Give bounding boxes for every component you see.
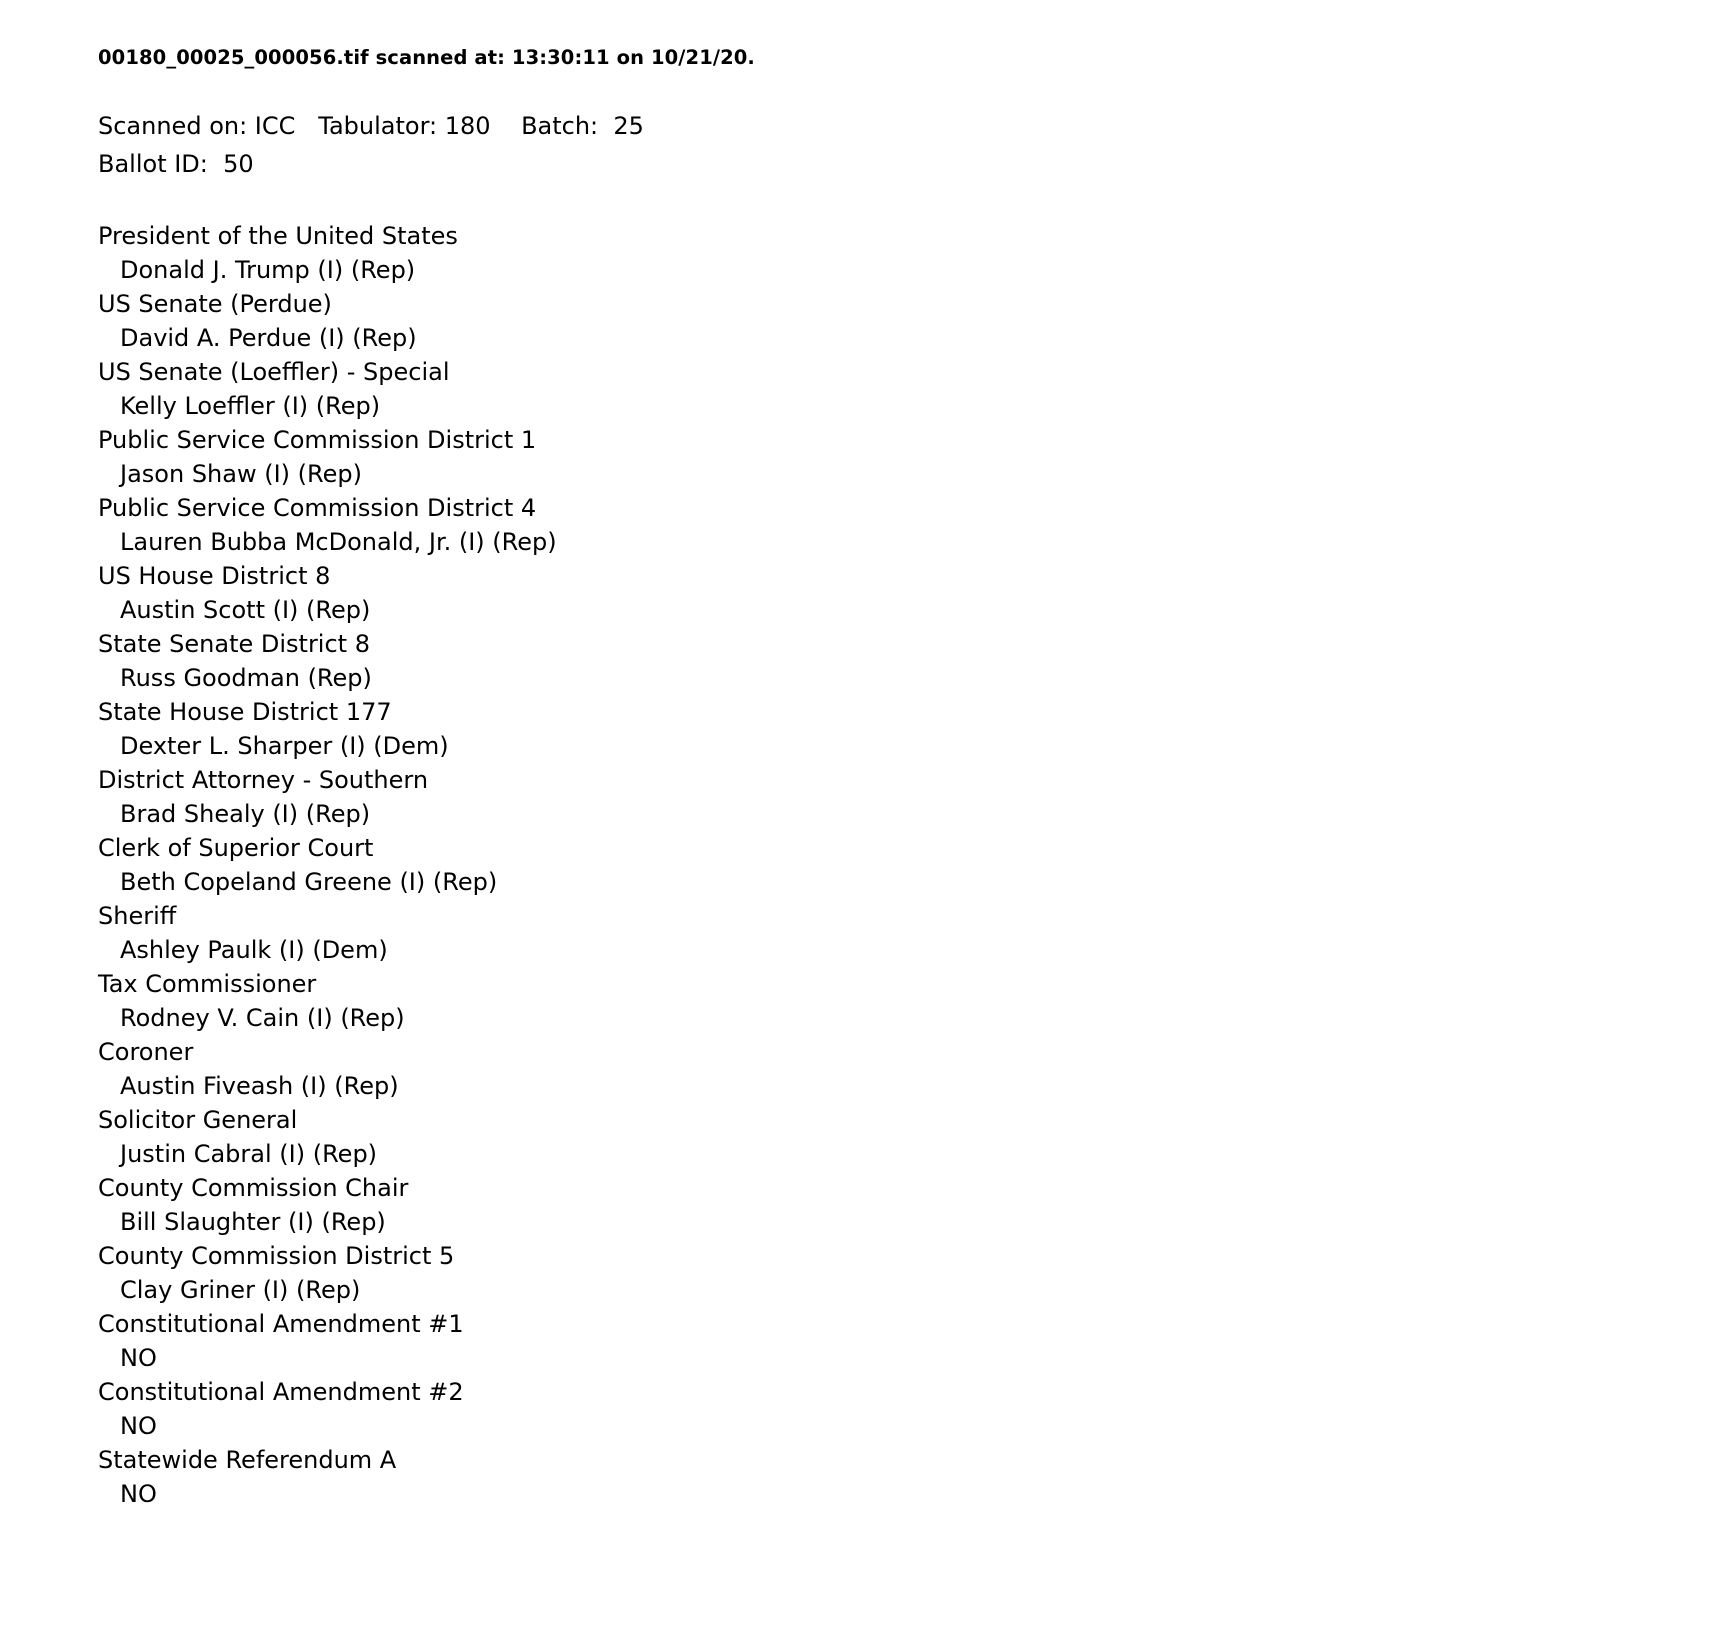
contest-list	[98, 219, 1715, 1511]
contest-choice: NO	[120, 1480, 157, 1509]
contest	[98, 695, 1715, 763]
contest-choice: Clay Griner (I) (Rep)	[120, 1276, 361, 1305]
scanned-on-line: Scanned on: ICC Tabulator: 180 Batch: 25	[98, 112, 644, 141]
contest-title: Constitutional Amendment #2	[98, 1378, 464, 1407]
contest-choice: Russ Goodman (Rep)	[120, 664, 372, 693]
contest-title: County Commission Chair	[98, 1174, 409, 1203]
contest	[98, 1239, 1715, 1307]
scan-metadata	[98, 107, 1715, 183]
contest-title: Constitutional Amendment #1	[98, 1310, 464, 1339]
contest-choice: NO	[120, 1412, 157, 1441]
contest-title: US Senate (Loeffler) - Special	[98, 358, 450, 387]
contest	[98, 899, 1715, 967]
contest-title: County Commission District 5	[98, 1242, 455, 1271]
contest-choice: Kelly Loeffler (I) (Rep)	[120, 392, 381, 421]
contest	[98, 1375, 1715, 1443]
contest-title: Clerk of Superior Court	[98, 834, 374, 863]
contest-choice: Beth Copeland Greene (I) (Rep)	[120, 868, 498, 897]
contest-title: District Attorney - Southern	[98, 766, 429, 795]
contest-choice: Lauren Bubba McDonald, Jr. (I) (Rep)	[120, 528, 557, 557]
contest	[98, 1307, 1715, 1375]
contest-title: State House District 177	[98, 698, 392, 727]
contest-choice: Rodney V. Cain (I) (Rep)	[120, 1004, 405, 1033]
contest	[98, 831, 1715, 899]
contest-choice: Austin Fiveash (I) (Rep)	[120, 1072, 399, 1101]
contest-title: Public Service Commission District 4	[98, 494, 537, 523]
contest-choice: Brad Shealy (I) (Rep)	[120, 800, 371, 829]
contest	[98, 355, 1715, 423]
contest-title: Coroner	[98, 1038, 194, 1067]
contest-title: Statewide Referendum A	[98, 1446, 397, 1475]
contest-title: US House District 8	[98, 562, 331, 591]
contest	[98, 967, 1715, 1035]
contest	[98, 1103, 1715, 1171]
contest-title: Tax Commissioner	[98, 970, 317, 999]
contest	[98, 423, 1715, 491]
contest-title: State Senate District 8	[98, 630, 370, 659]
contest-choice: Jason Shaw (I) (Rep)	[120, 460, 362, 489]
contest-title: Sheriff	[98, 902, 177, 931]
contest-choice: Justin Cabral (I) (Rep)	[120, 1140, 378, 1169]
contest-title: US Senate (Perdue)	[98, 290, 332, 319]
contest-choice: Austin Scott (I) (Rep)	[120, 596, 371, 625]
contest	[98, 1171, 1715, 1239]
contest-title: Solicitor General	[98, 1106, 298, 1135]
contest	[98, 287, 1715, 355]
contest-title: Public Service Commission District 1	[98, 426, 537, 455]
contest-choice: David A. Perdue (I) (Rep)	[120, 324, 417, 353]
ballot-id-line: Ballot ID: 50	[98, 150, 254, 179]
scan-filename-line: 00180_00025_000056.tif scanned at: 13:30:11 on 10/21/20.	[98, 46, 755, 69]
contest	[98, 627, 1715, 695]
contest	[98, 1443, 1715, 1511]
contest-choice: Donald J. Trump (I) (Rep)	[120, 256, 416, 285]
contest	[98, 559, 1715, 627]
contest-choice: Ashley Paulk (I) (Dem)	[120, 936, 388, 965]
contest-choice: NO	[120, 1344, 157, 1373]
contest-choice: Bill Slaughter (I) (Rep)	[120, 1208, 386, 1237]
contest	[98, 491, 1715, 559]
contest	[98, 763, 1715, 831]
contest-choice: Dexter L. Sharper (I) (Dem)	[120, 732, 449, 761]
contest	[98, 219, 1715, 287]
contest-title: President of the United States	[98, 222, 458, 251]
contest	[98, 1035, 1715, 1103]
